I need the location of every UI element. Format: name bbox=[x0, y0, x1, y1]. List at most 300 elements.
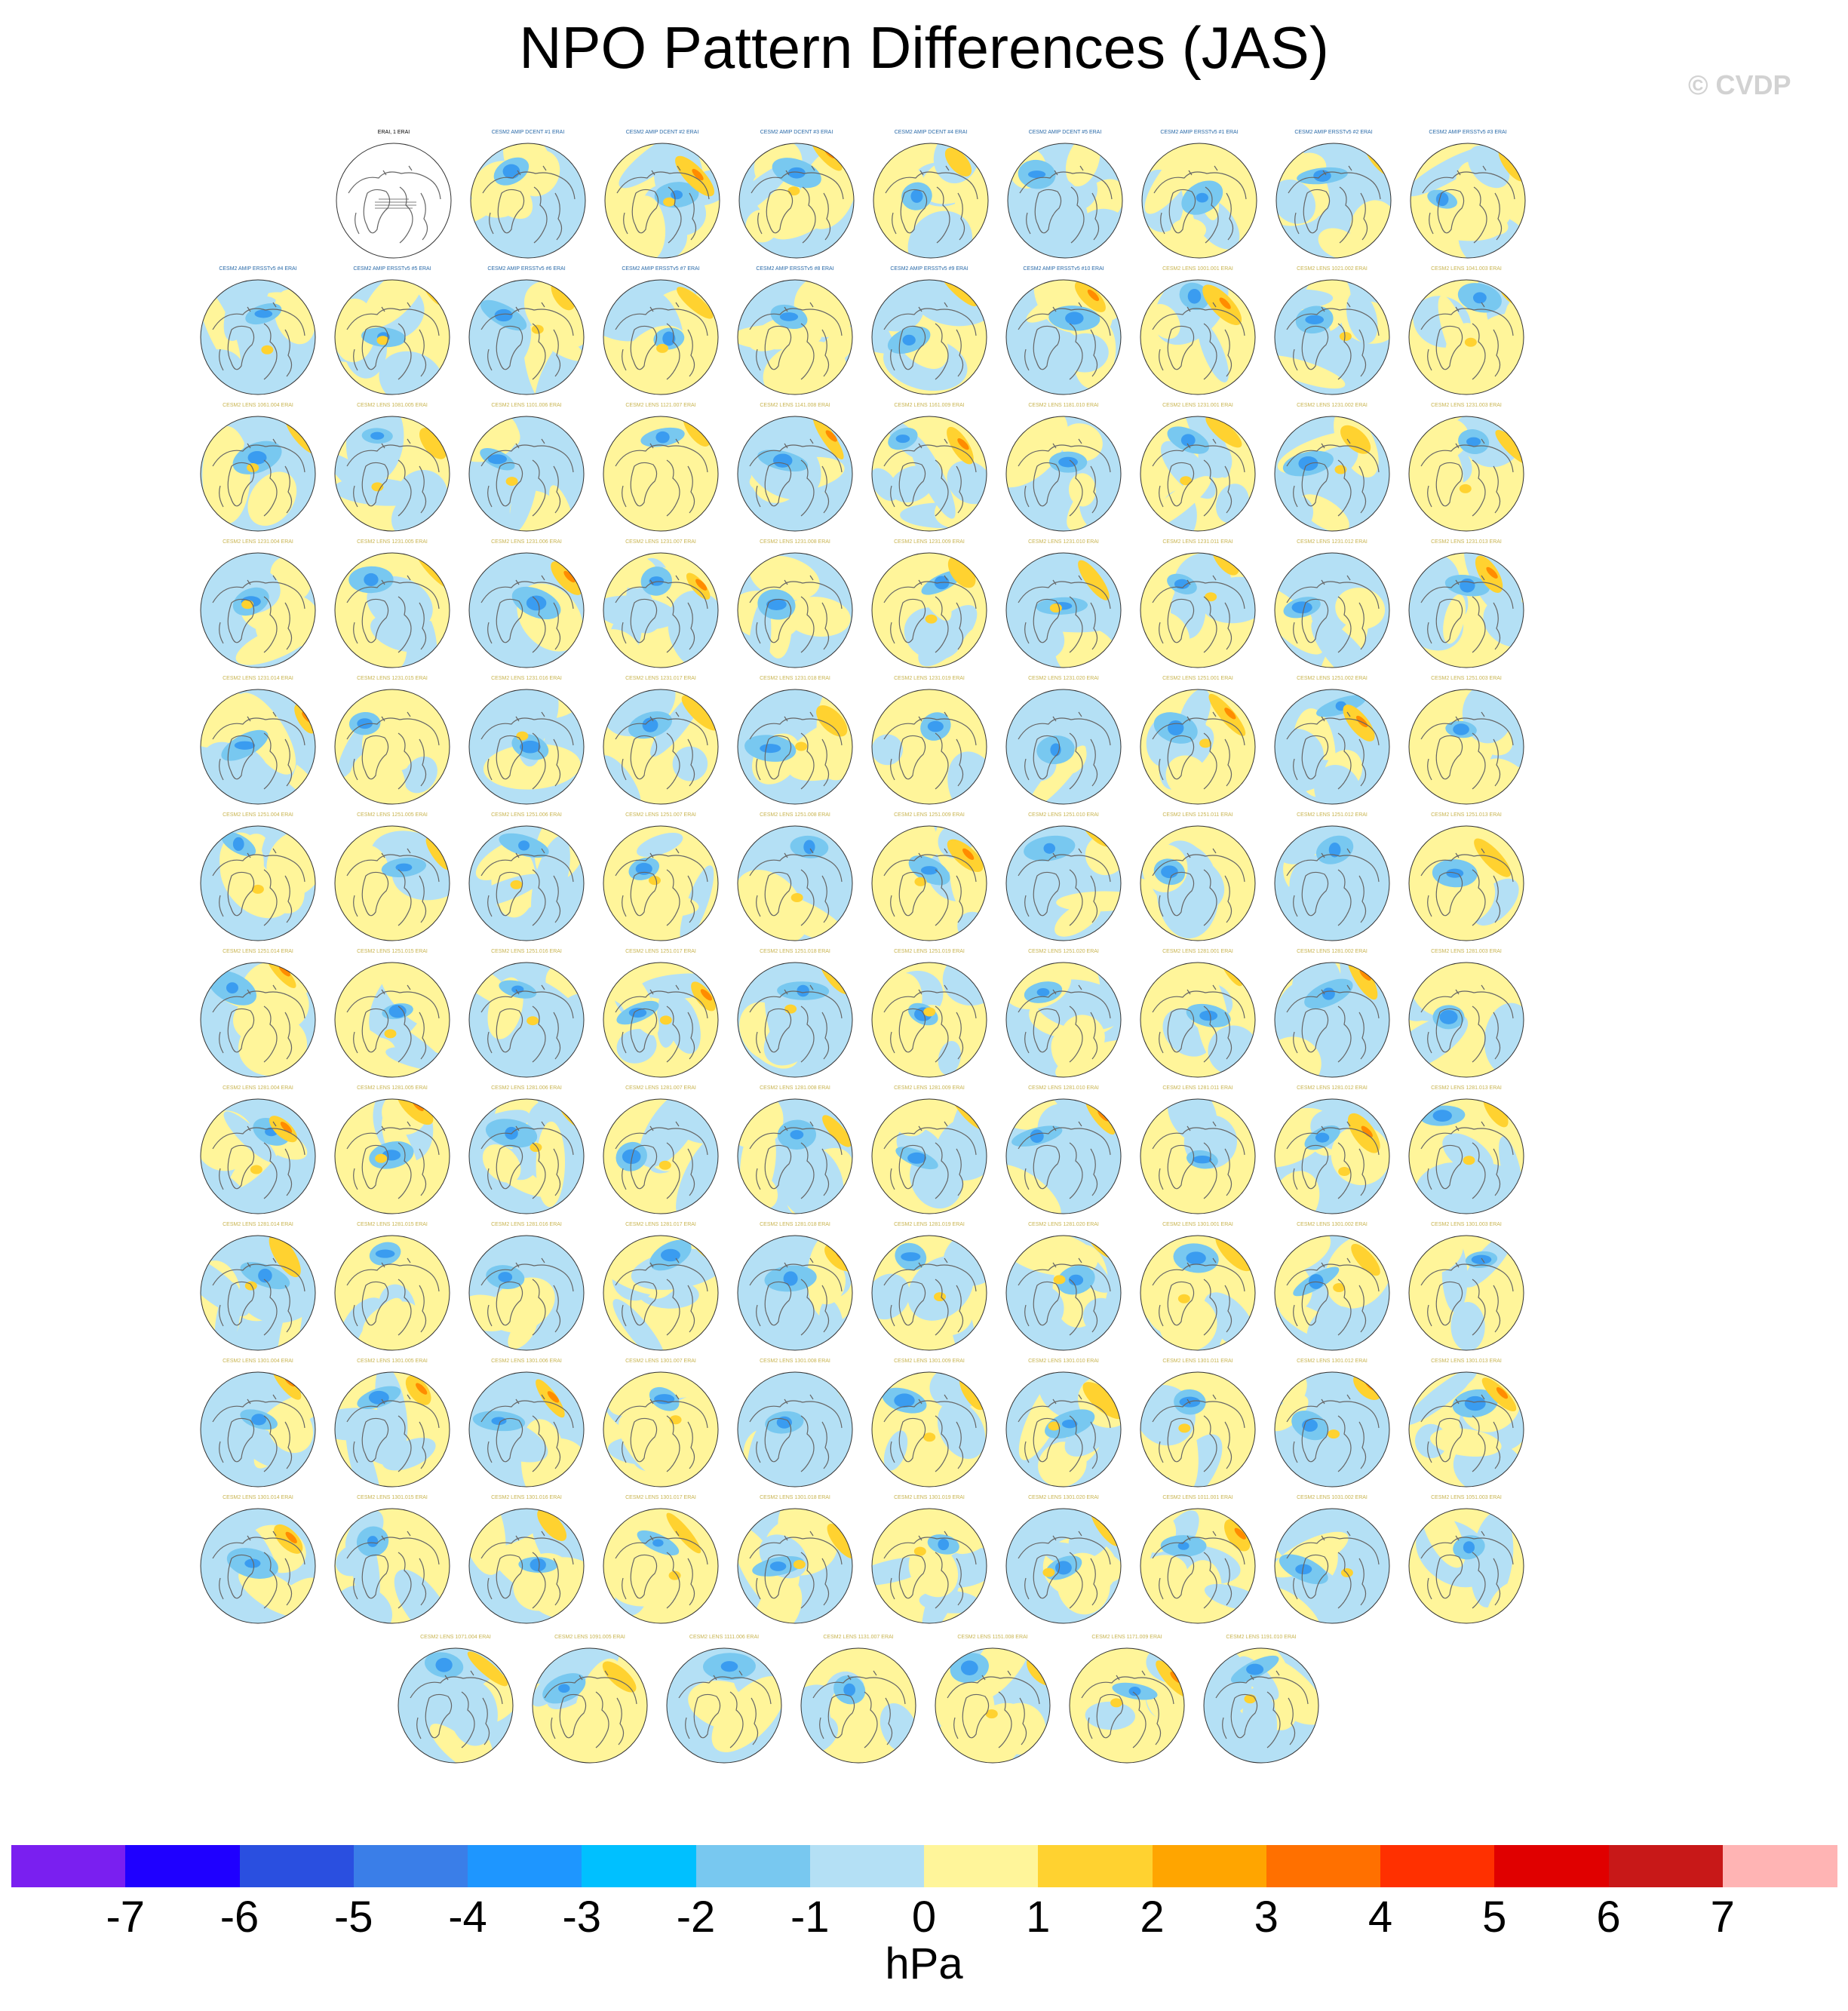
map-panel bbox=[1268, 812, 1396, 948]
colorbar-tick-label: 0 bbox=[911, 1893, 937, 1942]
panel-title: CESM2 LENS 1231.007 ERAI bbox=[625, 539, 696, 545]
colorbar-box bbox=[468, 1845, 582, 1887]
polar-map bbox=[1272, 1233, 1392, 1353]
map-panel bbox=[1402, 949, 1530, 1085]
map-panel bbox=[1402, 1359, 1530, 1494]
panel-title: CESM2 LENS 1281.011 ERAI bbox=[1162, 1085, 1233, 1091]
panel-title: CESM2 LENS 1281.002 ERAI bbox=[1297, 949, 1368, 954]
colorbar-box bbox=[125, 1845, 240, 1887]
polar-map bbox=[198, 823, 318, 944]
panel-title: CESM2 LENS 1091.005 ERAI bbox=[554, 1635, 625, 1640]
map-panel bbox=[865, 266, 993, 402]
panel-title: CESM2 LENS 1281.010 ERAI bbox=[1028, 1085, 1099, 1091]
polar-map bbox=[600, 1096, 721, 1217]
polar-map bbox=[869, 823, 990, 944]
polar-map bbox=[1003, 959, 1124, 1080]
panel-title: CESM2 LENS 1231.012 ERAI bbox=[1297, 539, 1368, 545]
polar-map bbox=[869, 277, 990, 398]
polar-map bbox=[602, 140, 723, 261]
polar-map bbox=[1137, 1096, 1258, 1217]
map-panel bbox=[1134, 403, 1262, 539]
map-panel bbox=[1269, 130, 1398, 266]
polar-map bbox=[600, 277, 721, 398]
panel-title: CESM2 LENS 1231.006 ERAI bbox=[491, 539, 562, 545]
map-panel bbox=[597, 676, 725, 812]
colorbar-tick-label: -6 bbox=[219, 1893, 259, 1942]
panel-title: CESM2 LENS 1101.006 ERAI bbox=[491, 403, 562, 408]
polar-map bbox=[466, 823, 587, 944]
panel-title: CESM2 LENS 1281.004 ERAI bbox=[223, 1085, 293, 1091]
panel-title: CESM2 AMIP ERSSTv5 #3 ERAI bbox=[1429, 130, 1507, 135]
polar-map bbox=[466, 413, 587, 534]
polar-map bbox=[332, 1369, 453, 1490]
polar-map bbox=[198, 277, 318, 398]
map-panel bbox=[1134, 1359, 1262, 1494]
map-panel bbox=[1402, 1085, 1530, 1221]
map-panel bbox=[865, 1495, 993, 1631]
map-panel bbox=[1402, 539, 1530, 675]
polar-map bbox=[1272, 1369, 1392, 1490]
panel-title: CESM2 LENS 1251.014 ERAI bbox=[223, 949, 293, 954]
polar-map bbox=[1272, 1506, 1392, 1626]
map-panel bbox=[328, 1495, 456, 1631]
polar-map bbox=[735, 1096, 855, 1217]
colorbar-units: hPa bbox=[885, 1939, 963, 1988]
panel-title: CESM2 LENS 1281.013 ERAI bbox=[1431, 1085, 1502, 1091]
map-panel bbox=[391, 1635, 520, 1770]
map-panel bbox=[597, 1359, 725, 1494]
map-panel bbox=[1402, 403, 1530, 539]
colorbar-box bbox=[1153, 1845, 1267, 1887]
map-panel bbox=[1001, 130, 1129, 266]
map-panel bbox=[1268, 949, 1396, 1085]
panel-title: CESM2 LENS 1161.009 ERAI bbox=[894, 403, 965, 408]
panel-title: CESM2 LENS 1031.002 ERAI bbox=[1297, 1495, 1368, 1500]
panel-title: CESM2 LENS 1011.001 ERAI bbox=[1162, 1495, 1233, 1500]
map-panel bbox=[1268, 266, 1396, 402]
colorbar-tick-label: 5 bbox=[1482, 1893, 1507, 1942]
map-panel bbox=[731, 1085, 859, 1221]
panel-title: CESM2 AMIP ERSSTv5 #4 ERAI bbox=[219, 266, 297, 272]
panel-title: CESM2 LENS 1251.012 ERAI bbox=[1297, 812, 1368, 818]
panel-title: CESM2 LENS 1231.002 ERAI bbox=[1297, 403, 1368, 408]
polar-map bbox=[664, 1645, 784, 1766]
panel-title: CESM2 AMIP DCENT #5 ERAI bbox=[1028, 130, 1102, 135]
polar-map bbox=[735, 1369, 855, 1490]
map-panel bbox=[732, 130, 861, 266]
panel-title: CESM2 LENS 1071.004 ERAI bbox=[420, 1635, 491, 1640]
polar-map bbox=[466, 1096, 587, 1217]
panel-title: CESM2 LENS 1281.008 ERAI bbox=[760, 1085, 830, 1091]
polar-map bbox=[1137, 959, 1258, 1080]
panel-title: CESM2 LENS 1231.016 ERAI bbox=[491, 676, 562, 681]
map-panel bbox=[1268, 1222, 1396, 1358]
panel-title: CESM2 LENS 1281.012 ERAI bbox=[1297, 1085, 1368, 1091]
polar-map bbox=[1137, 1369, 1258, 1490]
polar-map bbox=[1273, 140, 1394, 261]
polar-map bbox=[332, 413, 453, 534]
map-panel bbox=[1268, 676, 1396, 812]
map-panel bbox=[597, 1495, 725, 1631]
panel-title: CESM2 LENS 1301.015 ERAI bbox=[357, 1495, 428, 1500]
polar-map bbox=[466, 686, 587, 807]
panel-title: CESM2 LENS 1251.005 ERAI bbox=[357, 812, 428, 818]
map-panel bbox=[194, 1222, 322, 1358]
map-panel bbox=[194, 539, 322, 675]
map-panel bbox=[462, 539, 591, 675]
colorbar-box bbox=[1723, 1845, 1837, 1887]
polar-map bbox=[600, 1506, 721, 1626]
polar-map bbox=[1406, 277, 1527, 398]
map-panel bbox=[1134, 539, 1262, 675]
polar-map bbox=[1272, 823, 1392, 944]
polar-map bbox=[466, 959, 587, 1080]
panel-title: CESM2 AMIP DCENT #3 ERAI bbox=[760, 130, 833, 135]
map-panel bbox=[731, 539, 859, 675]
panel-title: CESM2 LENS 1281.005 ERAI bbox=[357, 1085, 428, 1091]
panel-title: CESM2 AMIP ERSSTv5 #2 ERAI bbox=[1294, 130, 1373, 135]
map-panel bbox=[194, 1495, 322, 1631]
panel-title: CESM2 LENS 1121.007 ERAI bbox=[625, 403, 696, 408]
map-panel bbox=[598, 130, 726, 266]
polar-map bbox=[332, 959, 453, 1080]
map-panel bbox=[597, 812, 725, 948]
polar-map bbox=[1406, 1506, 1527, 1626]
colorbar-box bbox=[1266, 1845, 1381, 1887]
map-panel bbox=[597, 1222, 725, 1358]
panel-title: CESM2 LENS 1231.001 ERAI bbox=[1162, 403, 1233, 408]
map-panel bbox=[1402, 1495, 1530, 1631]
polar-map bbox=[869, 1369, 990, 1490]
polar-map bbox=[1003, 1096, 1124, 1217]
colorbar-box bbox=[1038, 1845, 1153, 1887]
polar-map bbox=[600, 686, 721, 807]
panel-title: CESM2 LENS 1301.014 ERAI bbox=[223, 1495, 293, 1500]
polar-map bbox=[1067, 1645, 1187, 1766]
panel-title: CESM2 LENS 1281.006 ERAI bbox=[491, 1085, 562, 1091]
map-panel bbox=[999, 539, 1128, 675]
panel-title: CESM2 LENS 1301.018 ERAI bbox=[760, 1495, 830, 1500]
panel-title: CESM2 LENS 1051.003 ERAI bbox=[1431, 1495, 1502, 1500]
panel-title: CESM2 LENS 1251.001 ERAI bbox=[1162, 676, 1233, 681]
panel-title: CESM2 LENS 1251.003 ERAI bbox=[1431, 676, 1502, 681]
map-panel bbox=[1268, 539, 1396, 675]
polar-map bbox=[198, 550, 318, 671]
map-panel bbox=[462, 949, 591, 1085]
polar-map bbox=[735, 413, 855, 534]
panel-title: CESM2 LENS 1001.001 ERAI bbox=[1162, 266, 1233, 272]
polar-map bbox=[1406, 1096, 1527, 1217]
map-panel bbox=[865, 539, 993, 675]
map-panel bbox=[328, 949, 456, 1085]
map-panel bbox=[731, 812, 859, 948]
panel-title: CESM2 LENS 1251.008 ERAI bbox=[760, 812, 830, 818]
panel-title: CESM2 AMIP ERSSTv5 #5 ERAI bbox=[353, 266, 431, 272]
colorbar-box bbox=[1380, 1845, 1495, 1887]
polar-map bbox=[735, 823, 855, 944]
panel-title: CESM2 LENS 1301.017 ERAI bbox=[625, 1495, 696, 1500]
panel-title: CESM2 LENS 1231.017 ERAI bbox=[625, 676, 696, 681]
panel-title: CESM2 AMIP ERSSTv5 #9 ERAI bbox=[890, 266, 969, 272]
polar-map bbox=[1407, 140, 1528, 261]
panel-title: CESM2 LENS 1141.008 ERAI bbox=[760, 403, 830, 408]
polar-map bbox=[736, 140, 857, 261]
map-panel bbox=[462, 812, 591, 948]
panel-title: CESM2 LENS 1251.009 ERAI bbox=[894, 812, 965, 818]
panel-title: CESM2 LENS 1081.005 ERAI bbox=[357, 403, 428, 408]
polar-map bbox=[1272, 277, 1392, 398]
page-title: NPO Pattern Differences (JAS) bbox=[519, 14, 1329, 81]
polar-map bbox=[1137, 550, 1258, 671]
polar-map bbox=[395, 1645, 516, 1766]
polar-map bbox=[332, 1233, 453, 1353]
colorbar-tick-label: 4 bbox=[1368, 1893, 1393, 1942]
panel-title: ERAI, 1 ERAI bbox=[377, 130, 410, 135]
polar-map bbox=[1272, 959, 1392, 1080]
panel-title: CESM2 AMIP ERSSTv5 #8 ERAI bbox=[756, 266, 834, 272]
panel-title: CESM2 LENS 1301.001 ERAI bbox=[1162, 1222, 1233, 1227]
map-panel bbox=[1197, 1635, 1325, 1770]
map-panel bbox=[1404, 130, 1532, 266]
panel-title: CESM2 LENS 1231.013 ERAI bbox=[1431, 539, 1502, 545]
panel-title: CESM2 LENS 1281.001 ERAI bbox=[1162, 949, 1233, 954]
polar-map bbox=[600, 1369, 721, 1490]
panel-title: CESM2 LENS 1251.006 ERAI bbox=[491, 812, 562, 818]
colorbar-box bbox=[354, 1845, 468, 1887]
map-panel bbox=[731, 403, 859, 539]
panel-title: CESM2 LENS 1061.004 ERAI bbox=[223, 403, 293, 408]
panel-title: CESM2 AMIP DCENT #1 ERAI bbox=[491, 130, 565, 135]
map-panel bbox=[328, 403, 456, 539]
colorbar-tick-label: -7 bbox=[106, 1893, 146, 1942]
colorbar-tick-label: 1 bbox=[1026, 1893, 1051, 1942]
panel-title: CESM2 LENS 1301.008 ERAI bbox=[760, 1359, 830, 1364]
polar-map bbox=[198, 1506, 318, 1626]
polar-map bbox=[735, 686, 855, 807]
polar-map bbox=[869, 1096, 990, 1217]
polar-map bbox=[198, 959, 318, 1080]
polar-map bbox=[1003, 277, 1124, 398]
map-panel bbox=[731, 1495, 859, 1631]
polar-map bbox=[869, 959, 990, 1080]
map-panel bbox=[194, 812, 322, 948]
panel-title: CESM2 LENS 1251.017 ERAI bbox=[625, 949, 696, 954]
map-panel bbox=[526, 1635, 654, 1770]
panel-title: CESM2 LENS 1301.006 ERAI bbox=[491, 1359, 562, 1364]
cvdp-watermark: © CVDP bbox=[1688, 69, 1791, 100]
polar-map bbox=[466, 1506, 587, 1626]
polar-map bbox=[1201, 1645, 1322, 1766]
polar-map bbox=[1137, 1233, 1258, 1353]
polar-map bbox=[1272, 413, 1392, 534]
panel-title: CESM2 LENS 1251.002 ERAI bbox=[1297, 676, 1368, 681]
map-panel bbox=[194, 949, 322, 1085]
panel-title: CESM2 LENS 1251.011 ERAI bbox=[1162, 812, 1233, 818]
panel-title: CESM2 LENS 1231.020 ERAI bbox=[1028, 676, 1099, 681]
panel-title: CESM2 LENS 1281.014 ERAI bbox=[223, 1222, 293, 1227]
map-panel bbox=[194, 266, 322, 402]
colorbar-tick-label: -3 bbox=[562, 1893, 602, 1942]
map-panel bbox=[731, 1222, 859, 1358]
map-panel bbox=[1134, 1495, 1262, 1631]
map-panel bbox=[865, 1222, 993, 1358]
polar-map bbox=[333, 140, 454, 261]
polar-map bbox=[735, 1506, 855, 1626]
panel-title: CESM2 LENS 1231.004 ERAI bbox=[223, 539, 293, 545]
polar-map bbox=[600, 1233, 721, 1353]
panel-title: CESM2 LENS 1281.007 ERAI bbox=[625, 1085, 696, 1091]
polar-map bbox=[1272, 1096, 1392, 1217]
map-panel bbox=[462, 1085, 591, 1221]
panel-title: CESM2 AMIP ERSSTv5 #1 ERAI bbox=[1160, 130, 1239, 135]
map-panel bbox=[597, 266, 725, 402]
panel-title: CESM2 LENS 1251.016 ERAI bbox=[491, 949, 562, 954]
map-panel bbox=[999, 1495, 1128, 1631]
map-panel bbox=[865, 1359, 993, 1494]
polar-map bbox=[600, 959, 721, 1080]
panel-title: CESM2 LENS 1231.019 ERAI bbox=[894, 676, 965, 681]
panel-title: CESM2 LENS 1251.013 ERAI bbox=[1431, 812, 1502, 818]
panel-title: CESM2 LENS 1301.002 ERAI bbox=[1297, 1222, 1368, 1227]
polar-map bbox=[932, 1645, 1053, 1766]
map-panel bbox=[1134, 1222, 1262, 1358]
map-panel bbox=[731, 266, 859, 402]
panel-title: CESM2 LENS 1231.009 ERAI bbox=[894, 539, 965, 545]
map-panel bbox=[1402, 812, 1530, 948]
map-panel bbox=[328, 539, 456, 675]
polar-map bbox=[1003, 413, 1124, 534]
map-panel bbox=[328, 266, 456, 402]
panel-title: CESM2 LENS 1301.003 ERAI bbox=[1431, 1222, 1502, 1227]
polar-map bbox=[332, 823, 453, 944]
map-panel bbox=[867, 130, 995, 266]
colorbar bbox=[11, 1845, 1837, 1887]
polar-map bbox=[600, 413, 721, 534]
polar-map bbox=[869, 1233, 990, 1353]
panel-title: CESM2 LENS 1251.019 ERAI bbox=[894, 949, 965, 954]
map-panel bbox=[999, 1085, 1128, 1221]
polar-map bbox=[1137, 413, 1258, 534]
panel-title: CESM2 LENS 1231.010 ERAI bbox=[1028, 539, 1099, 545]
polar-map bbox=[1137, 823, 1258, 944]
panel-title: CESM2 LENS 1301.004 ERAI bbox=[223, 1359, 293, 1364]
panel-title: CESM2 LENS 1251.020 ERAI bbox=[1028, 949, 1099, 954]
panel-title: CESM2 LENS 1281.015 ERAI bbox=[357, 1222, 428, 1227]
map-panel bbox=[194, 1085, 322, 1221]
panel-title: CESM2 LENS 1301.010 ERAI bbox=[1028, 1359, 1099, 1364]
panel-title: CESM2 LENS 1111.006 ERAI bbox=[689, 1635, 760, 1640]
panel-title: CESM2 LENS 1251.004 ERAI bbox=[223, 812, 293, 818]
colorbar-tick-label: -1 bbox=[790, 1893, 830, 1942]
polar-map bbox=[198, 686, 318, 807]
map-panel bbox=[1063, 1635, 1191, 1770]
map-panel bbox=[462, 403, 591, 539]
map-panel bbox=[865, 949, 993, 1085]
polar-map bbox=[1137, 1506, 1258, 1626]
panel-title: CESM2 LENS 1251.007 ERAI bbox=[625, 812, 696, 818]
polar-map bbox=[198, 1096, 318, 1217]
panel-title: CESM2 LENS 1301.012 ERAI bbox=[1297, 1359, 1368, 1364]
map-panel bbox=[1134, 949, 1262, 1085]
map-panel bbox=[1268, 1085, 1396, 1221]
map-panel bbox=[464, 130, 592, 266]
polar-map bbox=[466, 1233, 587, 1353]
panel-title: CESM2 LENS 1251.018 ERAI bbox=[760, 949, 830, 954]
panel-title: CESM2 LENS 1281.016 ERAI bbox=[491, 1222, 562, 1227]
map-panel bbox=[1134, 266, 1262, 402]
polar-map bbox=[1137, 277, 1258, 398]
map-panel bbox=[462, 1222, 591, 1358]
colorbar-tick-label: -2 bbox=[676, 1893, 716, 1942]
polar-map bbox=[1003, 686, 1124, 807]
polar-map bbox=[198, 1369, 318, 1490]
map-panel bbox=[462, 1359, 591, 1494]
panel-title: CESM2 LENS 1231.008 ERAI bbox=[760, 539, 830, 545]
polar-map bbox=[600, 550, 721, 671]
map-panel bbox=[597, 539, 725, 675]
map-panel bbox=[929, 1635, 1057, 1770]
map-panel bbox=[999, 812, 1128, 948]
map-panel bbox=[731, 1359, 859, 1494]
map-panel bbox=[731, 949, 859, 1085]
polar-map bbox=[332, 1096, 453, 1217]
colorbar-box bbox=[924, 1845, 1039, 1887]
panel-title: CESM2 LENS 1301.011 ERAI bbox=[1162, 1359, 1233, 1364]
map-panel bbox=[1134, 1085, 1262, 1221]
panel-title: CESM2 LENS 1131.007 ERAI bbox=[823, 1635, 894, 1640]
polar-map bbox=[1406, 959, 1527, 1080]
panel-title: CESM2 LENS 1231.018 ERAI bbox=[760, 676, 830, 681]
polar-map bbox=[1139, 140, 1260, 261]
panel-title: CESM2 LENS 1171.009 ERAI bbox=[1091, 1635, 1162, 1640]
colorbar-tick-labels bbox=[0, 1892, 1848, 1945]
polar-map bbox=[1406, 550, 1527, 671]
map-panel bbox=[1135, 130, 1263, 266]
polar-map bbox=[869, 550, 990, 671]
polar-map bbox=[1003, 1233, 1124, 1353]
polar-map bbox=[1003, 823, 1124, 944]
panel-title: CESM2 AMIP ERSSTv5 #10 ERAI bbox=[1023, 266, 1104, 272]
polar-map bbox=[332, 1506, 453, 1626]
panel-title: CESM2 LENS 1281.017 ERAI bbox=[625, 1222, 696, 1227]
polar-map bbox=[735, 1233, 855, 1353]
map-panel bbox=[1402, 1222, 1530, 1358]
polar-map bbox=[735, 277, 855, 398]
polar-map bbox=[1406, 413, 1527, 534]
panel-title: CESM2 LENS 1151.008 ERAI bbox=[957, 1635, 1028, 1640]
map-panel bbox=[328, 1359, 456, 1494]
polar-map bbox=[1406, 1369, 1527, 1490]
map-panel bbox=[462, 676, 591, 812]
map-panel bbox=[328, 1222, 456, 1358]
map-panel bbox=[1268, 403, 1396, 539]
colorbar-tick-label: 6 bbox=[1596, 1893, 1621, 1942]
polar-map bbox=[1003, 550, 1124, 671]
polar-map bbox=[798, 1645, 919, 1766]
panel-title: CESM2 LENS 1301.007 ERAI bbox=[625, 1359, 696, 1364]
panel-title: CESM2 AMIP ERSSTv5 #6 ERAI bbox=[487, 266, 566, 272]
polar-map bbox=[198, 1233, 318, 1353]
polar-map bbox=[530, 1645, 650, 1766]
map-panel bbox=[194, 403, 322, 539]
polar-map bbox=[735, 550, 855, 671]
polar-map bbox=[468, 140, 588, 261]
map-panel bbox=[462, 266, 591, 402]
map-panel bbox=[999, 676, 1128, 812]
panel-title: CESM2 LENS 1301.019 ERAI bbox=[894, 1495, 965, 1500]
polar-map bbox=[869, 1506, 990, 1626]
polar-map bbox=[1406, 686, 1527, 807]
